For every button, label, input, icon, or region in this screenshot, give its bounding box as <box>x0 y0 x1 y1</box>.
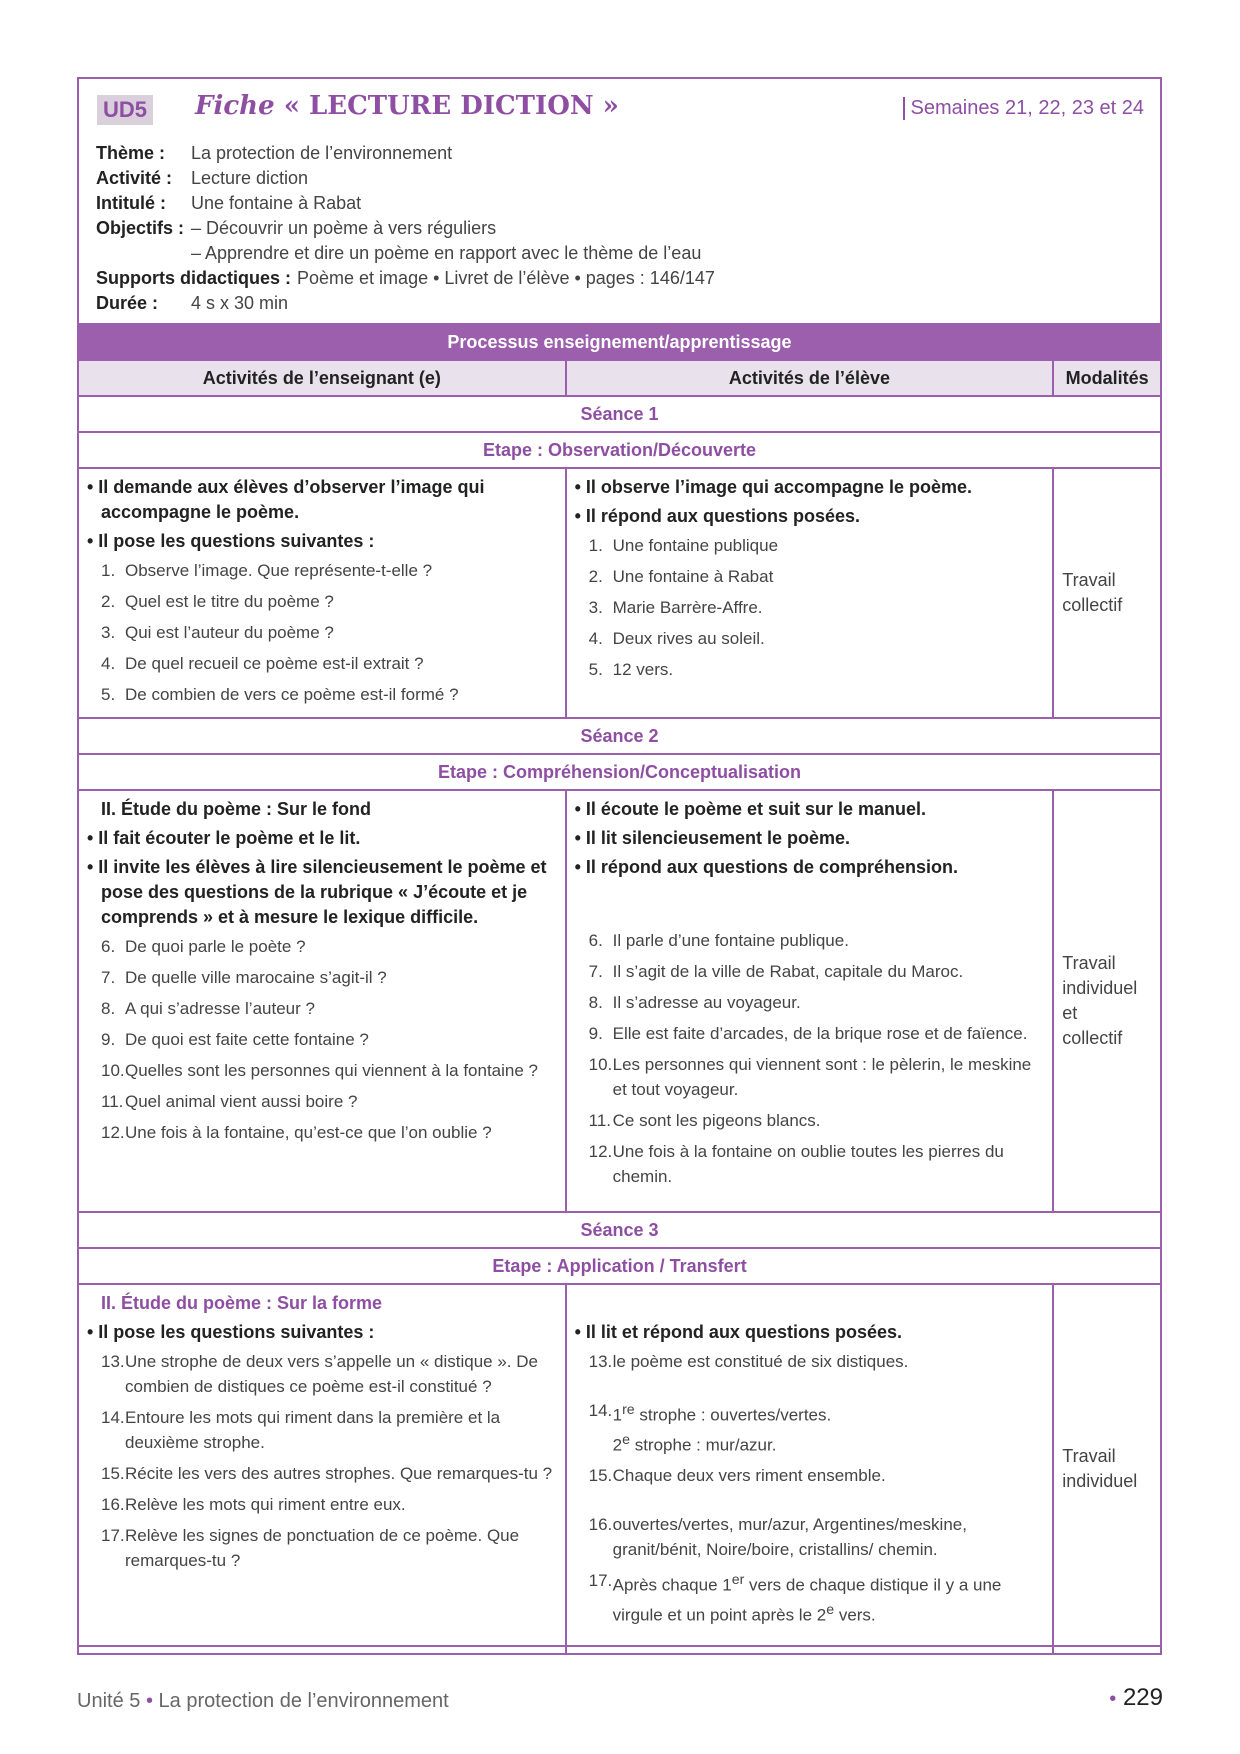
meta-block <box>96 141 715 316</box>
footer-bullet: • <box>145 1690 153 1712</box>
list-item: 3. Marie Barrère-Affre. <box>588 598 763 617</box>
col-modalites: Modalités <box>1053 360 1161 396</box>
col-student: Activités de l’élève <box>566 360 1054 396</box>
student-bullet: • Il répond aux questions de compréhension. <box>574 857 958 877</box>
list-item: 1. Observe l’image. Que représente-t-elle ? <box>101 561 433 580</box>
page-number: 229 <box>1122 1684 1163 1711</box>
teacher-bullet: • Il demande aux élèves d’observer l’image qui accompagne le poème. <box>87 477 485 522</box>
list-item: 4. De quel recueil ce poème est-il extrait ? <box>101 654 424 673</box>
col-teacher: Activités de l’enseignant (e) <box>78 360 566 396</box>
theme-value: La protection de l’environnement <box>191 143 453 163</box>
supports-value: Poème et image • Livret de l’élève • pages : 146/147 <box>297 268 715 288</box>
lesson-sheet <box>77 77 1162 1647</box>
seance-1: Séance 1 <box>78 396 1161 432</box>
seance-2: Séance 2 <box>78 718 1161 754</box>
student-cell-2 <box>566 790 1054 1212</box>
list-item: 12. Une fois à la fontaine, qu’est-ce que l’on oublie ? <box>101 1123 492 1142</box>
student-bullet: • Il lit et répond aux questions posées. <box>574 1322 902 1342</box>
teacher-bullet: • Il fait écouter le poème et le lit. <box>87 828 361 848</box>
student-bullet: • Il écoute le poème et suit sur le manuel. <box>574 799 927 819</box>
list-item: 6. De quoi parle le poète ? <box>101 937 306 956</box>
list-item: 17. Relève les signes de ponctuation de ce poème. Que remarques-tu ? <box>101 1526 520 1570</box>
duree-label: Durée : <box>96 293 159 313</box>
objectif-1: – Découvrir un poème à vers réguliers <box>191 218 497 238</box>
list-item: 15. Récite les vers des autres strophes. Que remarques-tu ? <box>101 1464 553 1483</box>
teacher-bullet: • Il invite les élèves à lire silencieusement le poème et pose des questions de la rubrique « J’écoute et je comprends » et à mesure le lexique difficile. <box>87 857 547 927</box>
page-number-block: • 229 <box>1109 1684 1163 1711</box>
list-item: 7. Il s’agit de la ville de Rabat, capitale du Maroc. <box>588 962 964 981</box>
activite-label: Activité : <box>96 168 173 188</box>
list-item: 6. Il parle d’une fontaine publique. <box>588 931 849 950</box>
section-heading: II. Étude du poème : Sur le fond <box>101 799 372 819</box>
list-item: 7. De quelle ville marocaine s’agit-il ? <box>101 968 387 987</box>
modalite-cell-2: Travail individuel et collectif <box>1053 790 1161 1212</box>
list-item: 9. Elle est faite d’arcades, de la brique rose et de faïence. <box>588 1024 1028 1043</box>
teacher-cell-2 <box>78 790 566 1212</box>
student-bullet: • Il observe l’image qui accompagne le poème. <box>574 477 973 497</box>
seance-3: Séance 3 <box>78 1212 1161 1248</box>
intitule-value: Une fontaine à Rabat <box>191 193 362 213</box>
etape-1: Etape : Observation/Découverte <box>78 432 1161 468</box>
objectif-2: – Apprendre et dire un poème en rapport avec le thème de l’eau <box>191 243 702 263</box>
list-item: 14. 1re strophe : ouvertes/vertes. 2e strophe : mur/azur. <box>588 1401 832 1455</box>
list-item: 13. Une strophe de deux vers s’appelle un « distique ». De combien de distiques ce poème est-il constitué ? <box>101 1352 538 1396</box>
footer-unit: Unité 5 <box>77 1690 141 1712</box>
list-item: 10. Les personnes qui viennent sont : le pèlerin, le meskine et tout voyageur. <box>588 1055 1032 1099</box>
student-bullet: • Il répond aux questions posées. <box>574 506 860 526</box>
teacher-bullet: • Il pose les questions suivantes : <box>87 531 375 551</box>
modalite-cell-1: Travail collectif <box>1053 468 1161 718</box>
teacher-cell-3 <box>78 1284 566 1654</box>
list-item: 5. De combien de vers ce poème est-il formé ? <box>101 685 459 704</box>
fiche-word: Fiche <box>195 91 275 121</box>
etape-2: Etape : Compréhension/Conceptualisation <box>78 754 1161 790</box>
process-title: Processus enseignement/apprentissage <box>78 324 1161 360</box>
section-heading: II. Étude du poème : Sur la forme <box>101 1293 383 1313</box>
list-item: 12. Une fois à la fontaine on oublie toutes les pierres du chemin. <box>588 1142 1004 1186</box>
weeks-label: Semaines 21, 22, 23 et 24 <box>903 97 1145 120</box>
unit-badge: UD5 <box>97 95 153 125</box>
list-item: 10. Quelles sont les personnes qui viennent à la fontaine ? <box>101 1061 538 1080</box>
activite-value: Lecture diction <box>191 168 309 188</box>
list-item: 3. Qui est l’auteur du poème ? <box>101 623 334 642</box>
modalite-cell-3: Travail individuel <box>1053 1284 1161 1654</box>
list-item: 8. Il s’adresse au voyageur. <box>588 993 801 1012</box>
footer-theme: La protection de l’environnement <box>158 1690 449 1712</box>
sheet-header <box>79 79 1160 323</box>
list-item: 1. Une fontaine publique <box>588 536 779 555</box>
list-item: 17. Après chaque 1er vers de chaque distique il y a une virgule et un point après le 2e vers. <box>588 1571 1002 1625</box>
list-item: 15. Chaque deux vers riment ensemble. <box>588 1466 886 1486</box>
list-item: 5. 12 vers. <box>588 660 674 679</box>
duree-value: 4 s x 30 min <box>191 293 289 313</box>
page-footer <box>77 1690 449 1713</box>
intitule-label: Intitulé : <box>96 193 166 213</box>
student-cell-3 <box>566 1284 1054 1654</box>
student-cell-1 <box>566 468 1054 718</box>
title-text: « LECTURE DICTION » <box>283 91 619 121</box>
list-item: 2. Quel est le titre du poème ? <box>101 592 334 611</box>
list-item: 2. Une fontaine à Rabat <box>588 567 774 586</box>
objectifs-label: Objectifs : <box>96 218 185 238</box>
list-item: 8. A qui s’adresse l’auteur ? <box>101 999 315 1018</box>
list-item: 4. Deux rives au soleil. <box>588 629 765 648</box>
theme-label: Thème : <box>96 143 166 163</box>
teacher-bullet: • Il pose les questions suivantes : <box>87 1322 375 1342</box>
supports-label: Supports didactiques : <box>96 268 292 288</box>
list-item: 13. le poème est constitué de six distiques. <box>588 1352 909 1371</box>
teacher-cell-1 <box>78 468 566 718</box>
list-item: 16. ouvertes/vertes, mur/azur, Argentines/meskine, granit/bénit, Noire/boire, cristallins/ chemin. <box>588 1515 967 1560</box>
list-item: 14. Entoure les mots qui riment dans la première et la deuxième strophe. <box>101 1408 501 1452</box>
sheet-title <box>195 91 619 121</box>
list-item: 11. Quel animal vient aussi boire ? <box>101 1092 358 1111</box>
etape-3: Etape : Application / Transfert <box>78 1248 1161 1284</box>
student-bullet: • Il lit silencieusement le poème. <box>574 828 851 848</box>
list-item: 9. De quoi est faite cette fontaine ? <box>101 1030 369 1049</box>
list-item: 16. Relève les mots qui riment entre eux. <box>101 1495 406 1514</box>
list-item: 11. Ce sont les pigeons blancs. <box>588 1111 821 1130</box>
process-table <box>77 323 1162 1655</box>
